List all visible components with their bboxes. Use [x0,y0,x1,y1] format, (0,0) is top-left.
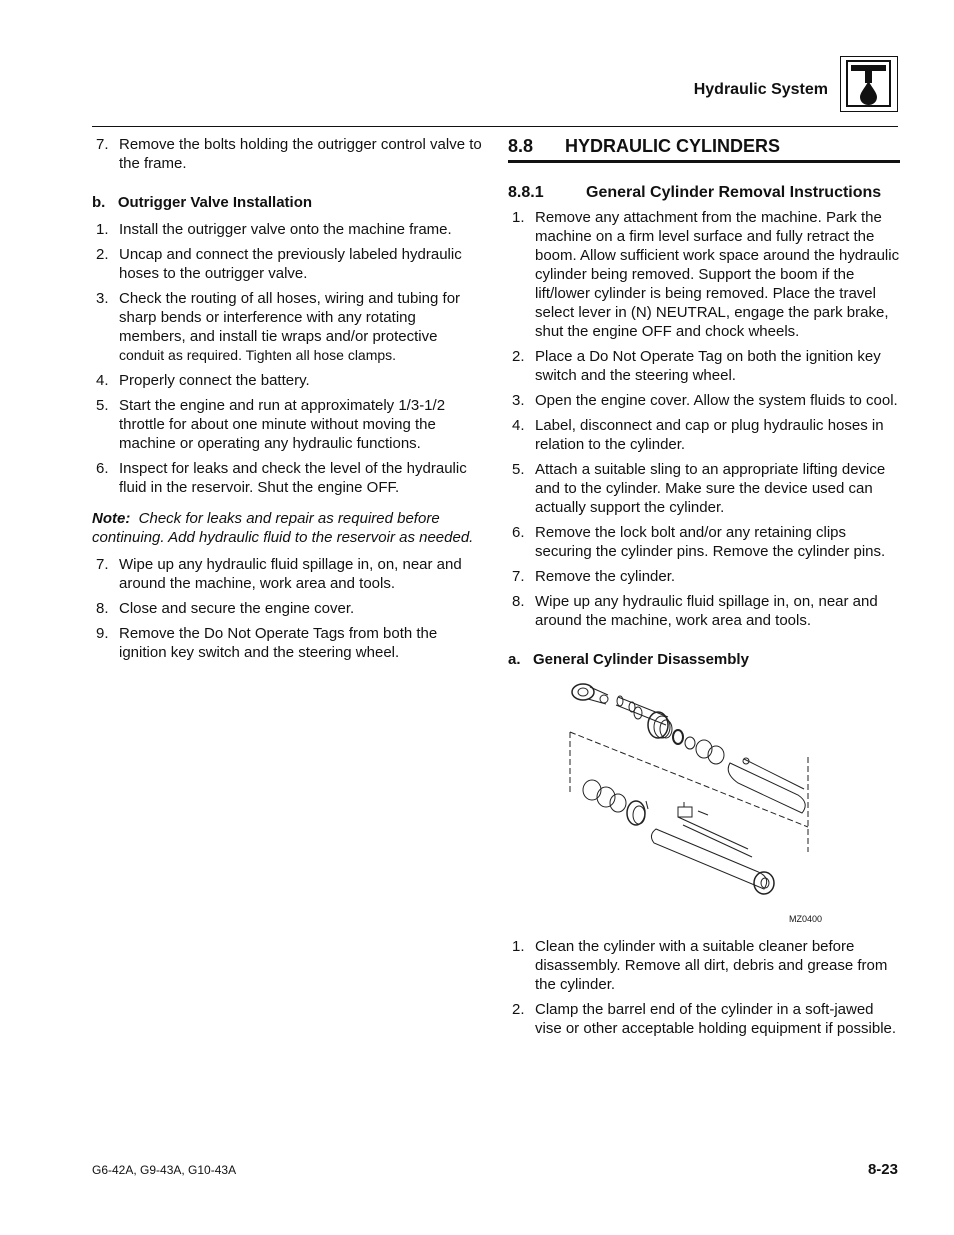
list-item: 9. Remove the Do Not Operate Tags from both the ignition key switch and the steering wheel. [96,625,438,661]
list-item: 1. Clean the cylinder with a suitable cleaner before disassembly. Remove all dirt, debris and grease from the cylinder. [512,938,888,993]
page-number: 8-23 [867,1161,898,1178]
step-list [92,220,484,497]
list-item: 2. Uncap and connect the previously labeled hydraulic hoses to the outrigger valve. [96,246,462,282]
footer-models: G6-42A, G9-43A, G10-43A [92,1163,237,1177]
step-list [92,555,484,662]
step-list [92,135,484,173]
list-item: 2. Place a Do Not Operate Tag on both the ignition key switch and the steering wheel. [512,348,881,384]
hydraulic-system-icon [840,56,898,112]
section-title: HYDRAULIC CYLINDERS [565,136,781,156]
subheading-outrigger-valve-installation: b. Outrigger Valve Installation [92,194,313,211]
list-item: 1. Install the outrigger valve onto the machine frame. [96,221,452,238]
list-item: 7. Wipe up any hydraulic fluid spillage in, on, near and around the machine, work area and tools. [96,556,462,592]
figure-code: MZ0400 [789,914,823,924]
list-item: 7. Remove the bolts holding the outrigger control valve to the frame. [96,136,482,172]
list-item: 8. Wipe up any hydraulic fluid spillage in, on, near and around the machine, work area and tools. [512,593,878,629]
list-item: 5. Attach a suitable sling to an appropriate lifting device and to the cylinder. Make sure the device used can actually support the cylinder. [512,461,886,516]
cylinder-exploded-view-figure [508,677,900,927]
step-list [508,937,900,1038]
list-item: 3. Open the engine cover. Allow the system fluids to cool. [512,392,898,409]
section-number: 8.8 [508,136,534,156]
list-item: 8. Close and secure the engine cover. [96,600,355,617]
subsection-number: 8.8.1 [508,184,544,201]
right-column [508,135,900,1044]
subheading-general-cylinder-disassembly: a. General Cylinder Disassembly [508,651,749,668]
list-item: 2. Clamp the barrel end of the cylinder in a soft-jawed vise or other acceptable holding equipment if possible. [512,1001,897,1037]
running-header-title: Hydraulic System [693,81,828,98]
list-item: 4. Properly connect the battery. [96,372,310,389]
list-item: 1. Remove any attachment from the machine. Park the machine on a firm level surface and fully retract the boom. Allow sufficient work space around the hydraulic cylinder being removed. Support the boom if the lift/lower cylinder is being removed. Place the travel select lever in (N) NEUTRAL, engage the park brake, shut the engine OFF and chock wheels. [512,209,900,340]
list-item: 5. Start the engine and run at approximately 1/3-1/2 throttle for about one minute without moving the machine or operating any hydraulic functions. [96,397,446,452]
list-item: 6. Inspect for leaks and check the level of the hydraulic fluid in the reservoir. Shut the engine OFF. [96,460,467,496]
list-item: 6. Remove the lock bolt and/or any retaining clips securing the cylinder pins. Remove the cylinder pins. [512,524,886,560]
header-rule [92,126,898,127]
note-label: Note: [92,510,131,527]
subsection-title: General Cylinder Removal Instructions [586,184,882,201]
section-heading [508,135,900,163]
list-item: 7. Remove the cylinder. [512,568,676,585]
subsection-heading [508,183,900,202]
note-paragraph: Note: Check for leaks and repair as required before continuing. Add hydraulic fluid to the reservoir as needed. [92,510,474,546]
list-item: 4. Label, disconnect and cap or plug hydraulic hoses in relation to the cylinder. [512,417,884,453]
left-column [92,135,484,668]
list-item: 3. Check the routing of all hoses, wiring and tubing for sharp bends or interference with any rotating members, and install tie wraps and/or protective conduit as required. Tighten all hose clamps. [96,290,461,363]
step-list [508,208,900,630]
